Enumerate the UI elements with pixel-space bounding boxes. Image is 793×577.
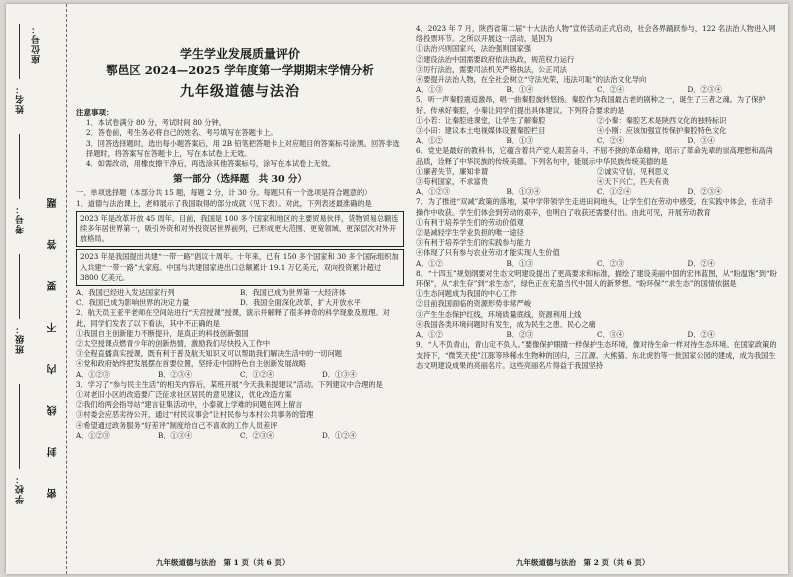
question-text: 一、单项选择题（本部分共 15 题，每题 2 分，计 30 分。每题只有一个选项是符合题意的） xyxy=(76,188,372,198)
answer-option: B．②③ xyxy=(506,330,534,340)
answer-option: B．①③ xyxy=(506,258,534,268)
note-item: 2．答卷前，考生务必将自己的姓名、考号填写在答题卡上。 xyxy=(86,128,278,138)
school-label: 学校： xyxy=(16,474,26,504)
answer-option: A．①② xyxy=(416,330,443,340)
notes-heading: 注意事项： xyxy=(76,108,114,117)
answer-option: C．③④ xyxy=(597,330,625,340)
note-item: 4．如需改动，用橡皮擦干净后，再选涂其他答案标号，涂写在本试卷上无效。 xyxy=(86,159,335,169)
answer-option: D．③④ xyxy=(687,136,715,146)
question-text: 5．听一声秦腔震迢激昂，唱一曲秦腔旋转悠扬。秦腔作为我国最古老的剧种之一，诞生了三者之魂。为了保护好、传承好秦腔，小秦让同学们提出具体建议。下列符合要求的是 xyxy=(416,95,766,115)
question-text: ④希望通过政务服务“好差评”制度给自己不喜欢的工作人员差评 xyxy=(76,420,278,430)
header-line1: 学生学业发展质量评价 xyxy=(179,47,300,61)
header-line2: 鄠邑区 2024—2025 学年度第一学期期末学情分析 xyxy=(106,63,374,77)
footer-right: 九年级道德与法治 第 2 页（共 6 页） xyxy=(516,558,650,567)
answer-option: A．①② xyxy=(416,136,443,146)
answer-option: ①小若：让秦腔进课堂，让学生了解秦腔 xyxy=(416,115,546,125)
answer-option: ④小刚：应该加强宣传保护秦腔特色文化 xyxy=(597,126,727,136)
question-text: 3．学习了“参与民主生活”的相关内容后，某班开展“今天我来提建议”活动。下列建议中合理的是 xyxy=(76,379,383,389)
answer-option: D．①②④ xyxy=(322,430,357,440)
answer-option: A．①② xyxy=(416,258,443,268)
answer-option: A．①②③ xyxy=(416,187,450,197)
question-text: ③村委会应恶劣待公开，通过“村民议事会”让村民参与本村公共事务的管理 xyxy=(76,410,314,420)
seat-label: 座位号： xyxy=(32,24,42,64)
answer-option: C．②③ xyxy=(597,258,625,268)
question-text: 8．“十四五”规划纲要对生态文明建设提出了更高要求和标准，描绘了建设美丽中国的宏伟蓝图，从“盼温饱”到“盼环保”，从“求生存”到“求生态”，绿色正在充盈当代中国人的新梦想。“盼环保”“求生态”的国情依据是 xyxy=(416,268,777,289)
seal-line-text: 密 封 线 内 不 要 答 题 xyxy=(48,184,59,499)
note-item: 1．本试卷满分 80 分，考试时间 80 分钟。 xyxy=(86,118,226,128)
question-text: ③全程直播真实授课，既有利于普及航天知识又可以帮助我们解决生活中的一切问题 xyxy=(76,349,342,359)
answer-option: D．②④ xyxy=(687,330,715,340)
answer-option: ③苟利国家，不求富贵 xyxy=(416,177,488,187)
answer-option: D．②④ xyxy=(687,258,715,268)
answer-option: A．①②③ xyxy=(76,430,110,440)
question-text: ①我国自主创新能力不断提升，是真正的科技创新强国 xyxy=(76,328,249,338)
answer-option: ④天下兴亡，匹夫有责 xyxy=(597,177,669,187)
question-text: ④我国各类环境问题时有发生，成为民生之患、民心之痛 xyxy=(416,319,596,329)
answer-option: C．②④ xyxy=(597,85,625,95)
page-title: 九年级道德与法治 xyxy=(180,84,300,100)
exam-number-blank xyxy=(19,134,20,199)
question-text: ①对老旧小区的改造要广泛征求社区居民的意见建议，优化改造方案 xyxy=(76,390,292,400)
question-text: ①生态问题成为我国的中心工作 xyxy=(416,289,517,299)
answer-option: A．我国已经进入发达国家行列 xyxy=(76,288,175,298)
question-text: 2．航天员王亚平老师在空间站进行“天宫授课”授课，演示并解释了很多神奇的科学现象及原理。对此，同学们发表了以下看法，其中不正确的是 xyxy=(76,308,390,328)
answer-option: D．②③④ xyxy=(687,187,723,197)
question-text: 7．为了推进“双减”政策的落地，某中学带领学生走进田间地头，让学生们在劳动中感受，在实践中体会，在动手操作中收获。学生们体会到劳动的艰辛，也明白了收获还需要付出。由此可见，开展劳动教育 xyxy=(416,197,773,217)
answer-option: C．①②④ xyxy=(597,187,632,197)
left-questions xyxy=(76,188,404,441)
question-text: ④要提升法治人物，在全社会树立“守法光荣，违法可耻”的法治文化导向 xyxy=(416,75,647,85)
answer-options xyxy=(76,431,404,441)
answer-option: A．①②③ xyxy=(76,369,110,379)
question-text: ①有利于培养学生们的劳动价值观 xyxy=(416,217,524,227)
answer-options xyxy=(416,330,778,340)
answer-option: D．①③④ xyxy=(322,369,357,379)
note-item: 3．回答选择题时，选出每小题答案后，用 2B 铅笔把答题卡上对应题目的答案标号涂黑。回答非选择题时，将答案写在答题卡上，写在本试卷上无效。 xyxy=(86,138,400,158)
question-text: ②是减轻学生学业负担的唯一途径 xyxy=(416,228,524,238)
answer-options xyxy=(416,85,778,95)
question-text: ②建设法治中国需要政府依法执政，规范权力运行 xyxy=(416,54,575,64)
answer-options xyxy=(76,370,404,380)
notes xyxy=(76,108,404,169)
answer-option: ①廉者失节，廉知非谓 xyxy=(416,166,488,176)
answer-options xyxy=(416,136,778,146)
answer-option: ②小秦：秦腔艺术是陕西文化的独特标识 xyxy=(597,115,727,125)
question-text: ①法治兴则国家兴，法治强则国家强 xyxy=(416,44,532,54)
question-text: ③有利于培养学生们的实践参与能力 xyxy=(416,238,532,248)
answer-option: D．②③④ xyxy=(687,85,723,95)
school-blank xyxy=(19,384,20,469)
name-blank xyxy=(19,24,20,79)
answer-option: ③小田：建议本土电视媒体设置秦腔栏目 xyxy=(416,126,546,136)
question-text: ③产生生态保护红线，环境质量底线，资源利用上线 xyxy=(416,309,582,319)
question-text: ④党和政府始终把发展摆在首要位置，坚持走中国特色自主创新发展战略 xyxy=(76,359,307,369)
answer-option: D．我国全面深化改革，扩大开放水平 xyxy=(240,298,361,308)
answer-option: B．②③④ xyxy=(158,369,193,379)
answer-options xyxy=(416,116,778,136)
class-label: 班级： xyxy=(16,324,26,354)
footer-left: 九年级道德与法治 第 1 页（共 6 页） xyxy=(156,558,290,567)
answer-options xyxy=(416,187,778,197)
answer-option: B．我国已成为世界第一大经济体 xyxy=(240,288,346,298)
class-blank xyxy=(19,254,20,319)
material-box: 2023 年是改革开放 45 周年。目前，我国是 100 多个国家和地区的主要贸易伙伴，货物贸易总额连续多年居世界第一，吸引外资和对外投资居世界前列，已形成更大范围、更宽领域、更深层次对外开放格局。 xyxy=(76,211,404,248)
question-text: ②太空授课点燃青少年的创新热情，激励我们尽快投入工作中 xyxy=(76,339,271,349)
answer-option: ②诚实守信，见利思义 xyxy=(597,166,669,176)
answer-option: B．①③④ xyxy=(506,187,541,197)
exam-sheet xyxy=(6,4,788,574)
question-text: ②目前我国面临的资源形势非常严峻 xyxy=(416,299,532,309)
answer-option: B．①④ xyxy=(506,85,534,95)
exam-number-label: 考号： xyxy=(16,204,26,234)
answer-option: B．①③ xyxy=(506,136,534,146)
right-questions xyxy=(416,24,778,371)
binding-margin xyxy=(6,4,67,574)
question-text: 9．“人不负青山，青山定不负人。”要像保护眼睛一样保护生态环境，像对待生命一样对待生态环境。在国家政策的支持下，“微笑天使”江豚等珍稀水生物种的回归，三江源、大熊猫、东北虎豹等一批国家公园的建成，成为我国生态文明建设成果的亮丽名片。这些亮丽名片得益于我国坚持 xyxy=(416,340,777,370)
answer-options xyxy=(416,167,778,187)
section-heading: 第一部分（选择题 共 30 分） xyxy=(173,174,307,186)
question-text: 1．道德与法治课上，老师展示了我国取得的部分成就（见下表）。对此，下列表述最准确的是 xyxy=(76,198,372,208)
answer-option: C．②④ xyxy=(597,136,625,146)
question-text: ③厉行法治，需要司法机关严格执法，公正司法 xyxy=(416,64,567,74)
answer-options xyxy=(76,288,404,308)
question-text: 6．党史是最好的教科书，它蕴含着共产党人艰苦奋斗、不屈不挠的革命精神，昭示了革命先辈的崇高理想和高尚品质，诠释了中华民族的传统美德。下列名句中，能展示中华民族传统美德的是 xyxy=(416,146,773,166)
question-text: 4．2023 年 7 月，陕西省第二届“十大法治人物”宣传活动正式启动，社会各界踊跃参与，122 名法治人物进入网络投票环节。之所以开展这一活动，是因为 xyxy=(416,24,776,44)
answer-option: C．②③④ xyxy=(240,430,275,440)
answer-options xyxy=(416,259,778,269)
left-column xyxy=(76,44,404,441)
name-label: 姓名： xyxy=(16,84,26,114)
answer-option: C．我国已成为影响世界的决定力量 xyxy=(76,298,190,308)
question-text: ④体现了只有参与农业劳动才能实现人生价值 xyxy=(416,248,560,258)
answer-option: A．①③ xyxy=(416,85,443,95)
answer-option: B．①③④ xyxy=(158,430,193,440)
right-column xyxy=(416,24,778,371)
material-box: 2023 年是我国提出共建“一带一路”倡议十周年。十年来，已有 150 多个国家和 30 多个国际组织加入共建“一带一路”大家庭。中国与共建国家进出口总额累计 19.1 万亿美元，双向投资累计超过 3800 亿美元。 xyxy=(76,249,404,286)
answer-option: C．①②④ xyxy=(240,369,275,379)
question-text: ②我们给两会指导站“建言征集活动中，小泰就上学难的问题在网上留言 xyxy=(76,400,303,410)
